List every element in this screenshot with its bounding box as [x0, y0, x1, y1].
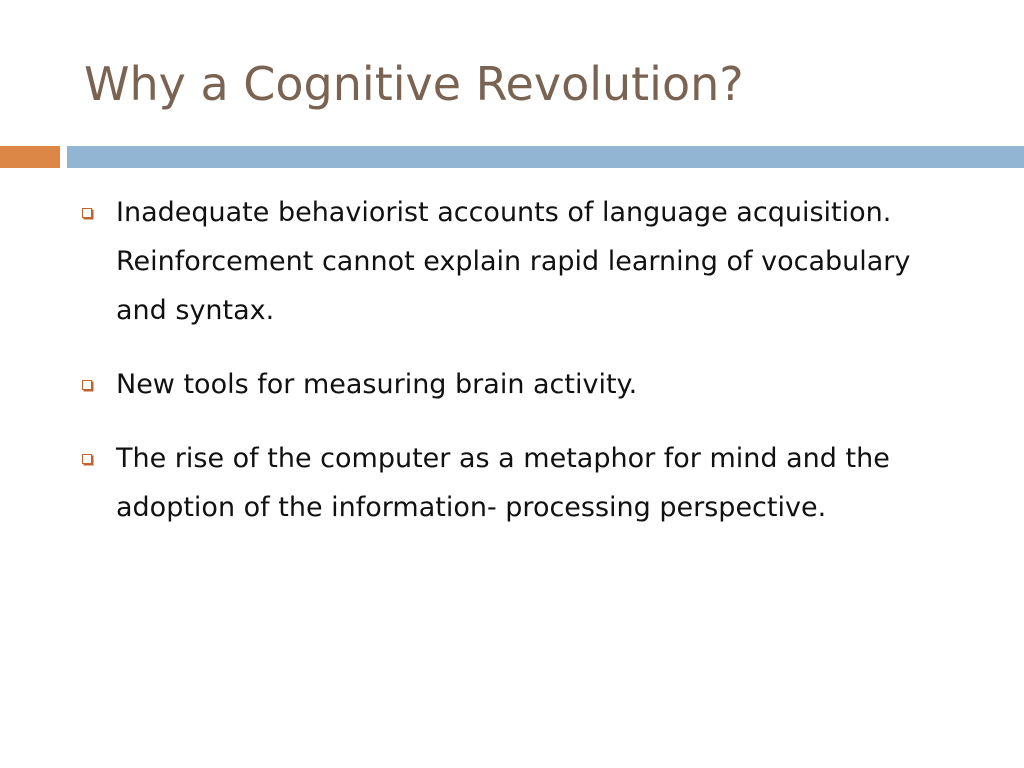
bullet-item	[82, 434, 962, 532]
bullet-item	[82, 360, 962, 409]
title-accent-bar	[0, 146, 60, 168]
slide-title: Why a Cognitive Revolution?	[84, 57, 744, 111]
bullet-text: New tools for measuring brain activity.	[116, 369, 638, 400]
bullet-item	[82, 188, 962, 335]
bullet-text: Inadequate behaviorist accounts of language acquisition. Reinforcement cannot explain rapid learning of vocabulary and syntax.	[116, 197, 911, 326]
square-bullet-icon	[82, 208, 92, 218]
square-bullet-icon	[82, 380, 92, 390]
bullet-text: The rise of the computer as a metaphor for mind and the adoption of the information- processing perspective.	[116, 443, 890, 523]
bullet-list	[82, 188, 962, 557]
title-divider-bar	[67, 146, 1024, 168]
square-bullet-icon	[82, 454, 92, 464]
